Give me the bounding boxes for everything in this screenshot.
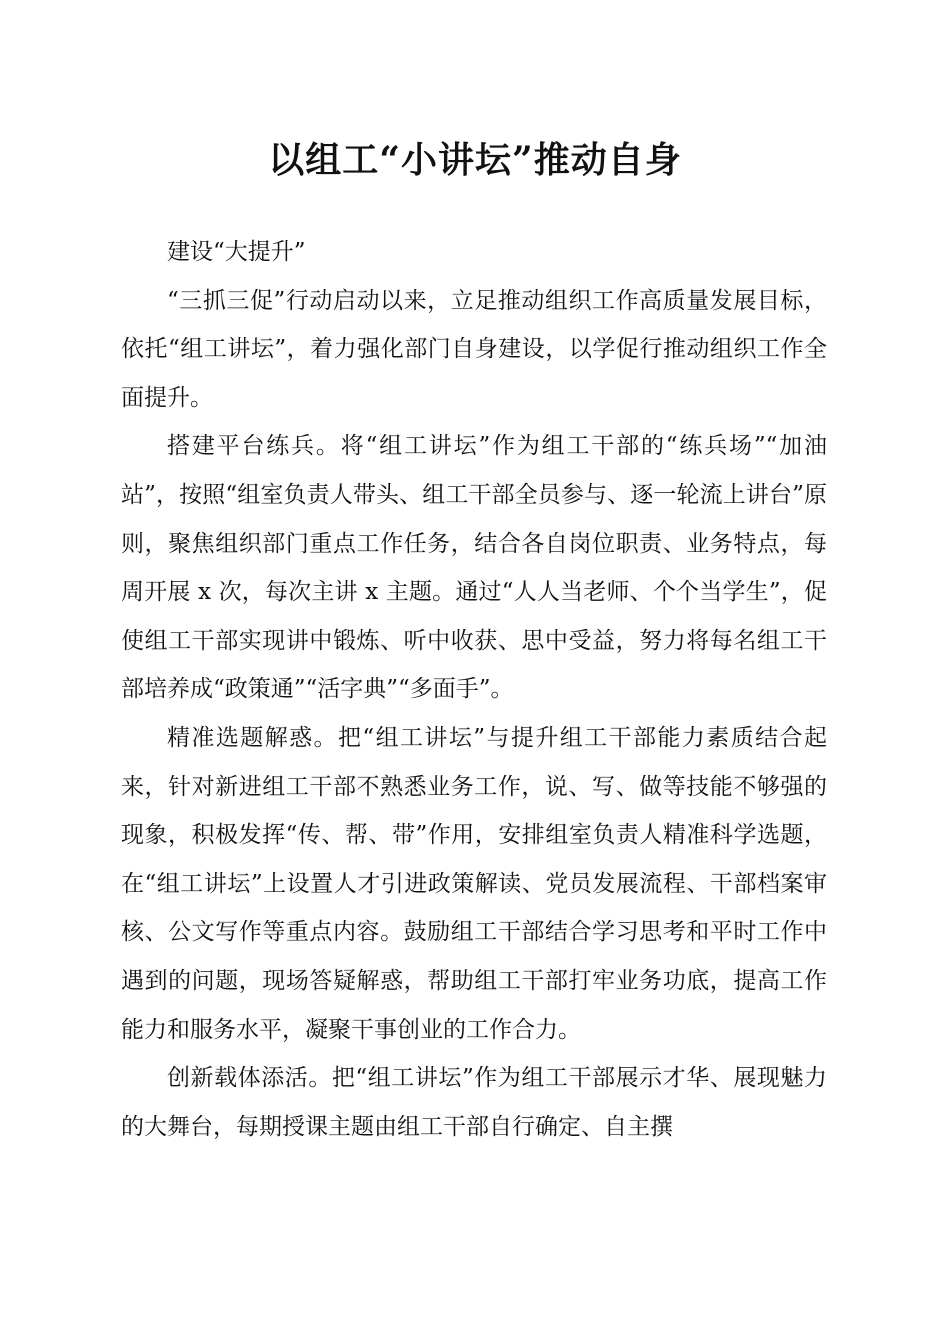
paragraph-innovative-carriers: 创新载体添活。把“组工讲坛”作为组工干部展示才华、展现魅力的大舞台，每期授课主题由组工干部自行确定、自主撰	[121, 1065, 827, 1140]
paragraph-intro: “三抓三促”行动启动以来，立足推动组织工作高质量发展目标，依托“组工讲坛”，着力强化部门自身建设，以学促行推动组织工作全面提升。	[121, 287, 827, 411]
paragraph-platform-training: 搭建平台练兵。将“组工讲坛”作为组工干部的“练兵场”“加油站”，按照“组室负责人带头、组工干部全员参与、逐一轮流上讲台”原则，聚焦组织部门重点工作任务，结合各自岗位职责、业务特点，每周开展 x 次，每次主讲 x 主题。通过“人人当老师、个个当学生”，促使组工干部实现讲中锻炼、听中收获、思中受益，努力将每名组工干部培养成“政策通”“活字典”“多面手”。	[121, 433, 827, 703]
document-title: 以组工“小讲坛”推动自身	[268, 139, 682, 181]
document-body	[121, 228, 827, 1151]
paragraph-subtitle-continuation: 建设“大提升”	[167, 239, 306, 265]
paragraph-precise-topics: 精准选题解惑。把“组工讲坛”与提升组工干部能力素质结合起来，针对新进组工干部不熟悉业务工作，说、写、做等技能不够强的现象，积极发挥“传、帮、带”作用，安排组室负责人精准科学选题，在“组工讲坛”上设置人才引进政策解读、党员发展流程、干部档案审核、公文写作等重点内容。鼓励组工干部结合学习思考和平时工作中遇到的问题，现场答疑解惑，帮助组工干部打牢业务功底，提高工作能力和服务水平，凝聚干事创业的工作合力。	[121, 724, 827, 1043]
